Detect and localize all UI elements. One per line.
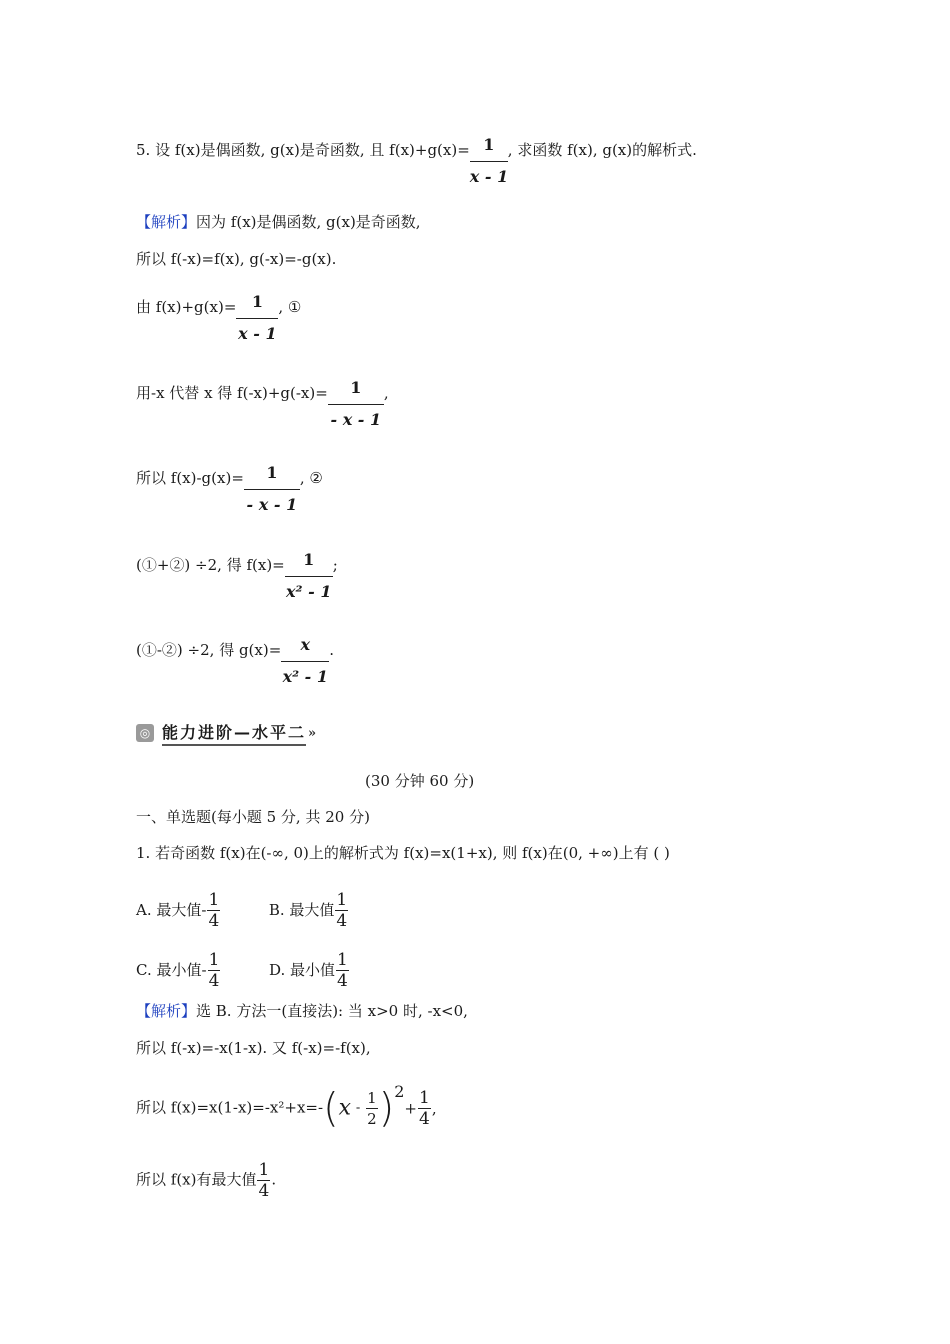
equation-prefix: (①-②) ÷2, 得 g(x)= bbox=[136, 641, 282, 659]
right-paren: ) bbox=[378, 1085, 395, 1132]
chevron-right-icon: » bbox=[308, 725, 317, 741]
fraction-bar bbox=[328, 404, 384, 405]
fraction-denominator: x - 1 bbox=[238, 324, 277, 343]
equation-fraction bbox=[281, 635, 329, 686]
analysis-5-line-1 bbox=[136, 212, 421, 232]
fraction-numerator: 1 bbox=[418, 1088, 430, 1108]
option-label: A. 最大值- bbox=[136, 900, 207, 919]
option-label: C. 最小值- bbox=[136, 960, 207, 979]
analysis-5-line-3 bbox=[136, 292, 302, 343]
option-b bbox=[268, 890, 349, 931]
fraction-numerator: 1 bbox=[336, 890, 348, 910]
analysis-text: 选 B. 方法一(直接法): 当 x>0 时, -x<0, bbox=[196, 1002, 468, 1020]
fraction-denominator: - x - 1 bbox=[330, 410, 382, 429]
analysis-5-line-6 bbox=[136, 550, 338, 601]
fraction-numerator: 1 bbox=[251, 292, 263, 311]
problem-5-prefix: 5. 设 f(x)是偶函数, g(x)是奇函数, 且 f(x)+g(x)= bbox=[136, 141, 470, 159]
max-value-fraction bbox=[257, 1160, 270, 1201]
analysis-text: 因为 f(x)是偶函数, g(x)是奇函数, bbox=[196, 213, 421, 231]
equation-suffix: , ② bbox=[299, 469, 323, 487]
fraction-numerator: 1 bbox=[367, 1089, 377, 1107]
fraction-numerator: 1 bbox=[336, 950, 348, 970]
equation-fraction bbox=[236, 292, 278, 343]
equation-suffix: , bbox=[431, 1099, 437, 1118]
minus-sign: - bbox=[355, 1100, 361, 1116]
fraction-numerator: 1 bbox=[483, 135, 495, 154]
fraction-numerator: 1 bbox=[350, 378, 362, 397]
part-title: 一、单选题(每小题 5 分, 共 20 分) bbox=[136, 808, 370, 826]
half-fraction bbox=[366, 1088, 378, 1129]
equation-suffix: . bbox=[271, 1170, 277, 1189]
problem-5-fraction bbox=[469, 135, 509, 186]
analysis-1-line-3 bbox=[136, 1081, 437, 1132]
analysis-1-line-4 bbox=[136, 1160, 276, 1201]
fraction-numerator: 1 bbox=[208, 950, 220, 970]
equation-fraction bbox=[285, 550, 333, 601]
fraction-numerator: x bbox=[300, 635, 311, 654]
option-label: B. 最大值 bbox=[268, 900, 335, 919]
fraction-numerator: 1 bbox=[208, 890, 220, 910]
options-row-ab bbox=[136, 890, 349, 931]
fraction-bar bbox=[470, 161, 508, 162]
equation-prefix: (①+②) ÷2, 得 f(x)= bbox=[136, 556, 285, 574]
option-label: D. 最小值 bbox=[268, 960, 335, 979]
left-paren: ( bbox=[323, 1085, 339, 1132]
equation-prefix: 所以 f(x)-g(x)= bbox=[136, 469, 244, 487]
time-limit: (30 分钟 60 分) bbox=[365, 772, 475, 790]
option-c bbox=[136, 950, 221, 991]
equation-suffix: , ① bbox=[278, 298, 302, 316]
plus-sign: + bbox=[404, 1099, 417, 1118]
fraction-bar bbox=[281, 661, 329, 662]
analysis-tag: 【解析】 bbox=[136, 213, 197, 231]
fraction-denominator: x² - 1 bbox=[282, 667, 329, 686]
fraction-numerator: 1 bbox=[266, 463, 278, 482]
problem-5-suffix: , 求函数 f(x), g(x)的解析式. bbox=[507, 141, 697, 159]
question-1-stem: 1. 若奇函数 f(x)在(-∞, 0)上的解析式为 f(x)=x(1+x), 则 f(x)在(0, +∞)上有 ( ) bbox=[136, 844, 670, 862]
fraction-denominator: 4 bbox=[208, 911, 220, 931]
option-a bbox=[136, 890, 221, 931]
fraction-denominator: 4 bbox=[336, 971, 348, 991]
equation-fraction bbox=[328, 378, 384, 429]
fraction-bar bbox=[244, 489, 300, 490]
lightbulb-icon: ◎ bbox=[136, 724, 154, 742]
fraction-denominator: 4 bbox=[208, 971, 220, 991]
exponent: 2 bbox=[394, 1081, 405, 1101]
fraction-bar bbox=[285, 576, 333, 577]
equation-suffix: , bbox=[383, 384, 389, 402]
analysis-5-line-7 bbox=[136, 635, 335, 686]
equation-suffix: . bbox=[329, 641, 335, 659]
fraction-denominator: x² - 1 bbox=[286, 582, 332, 601]
analysis-5-line-2: 所以 f(-x)=f(x), g(-x)=-g(x). bbox=[136, 250, 337, 268]
analysis-5-line-5 bbox=[136, 463, 323, 514]
fraction-denominator: 4 bbox=[258, 1181, 270, 1201]
fraction-numerator: 1 bbox=[303, 550, 315, 569]
fraction-denominator: 2 bbox=[367, 1110, 377, 1128]
section-title: 能力进阶—水平二 bbox=[162, 720, 306, 746]
options-row-cd bbox=[136, 950, 350, 991]
equation-prefix: 所以 f(x)=x(1-x)=-x²+x=- bbox=[136, 1098, 324, 1117]
equation-prefix: 用-x 代替 x 得 f(-x)+g(-x)= bbox=[136, 384, 328, 402]
section-heading bbox=[136, 722, 316, 744]
problem-5-stem bbox=[136, 135, 697, 186]
fraction-denominator: x - 1 bbox=[469, 167, 509, 186]
option-d bbox=[268, 950, 350, 991]
analysis-5-line-4 bbox=[136, 378, 389, 429]
analysis-1-line-1 bbox=[136, 1001, 468, 1021]
equation-suffix: ; bbox=[332, 556, 338, 574]
quarter-fraction bbox=[418, 1088, 431, 1129]
fraction-numerator: 1 bbox=[258, 1160, 270, 1180]
variable-x: x bbox=[338, 1095, 352, 1121]
fraction-denominator: 4 bbox=[418, 1109, 430, 1129]
equation-prefix: 所以 f(x)有最大值 bbox=[136, 1170, 257, 1189]
fraction-denominator: - x - 1 bbox=[246, 495, 298, 514]
fraction-denominator: 4 bbox=[336, 911, 348, 931]
equation-fraction bbox=[244, 463, 300, 514]
equation-prefix: 由 f(x)+g(x)= bbox=[136, 298, 237, 316]
analysis-1-line-2: 所以 f(-x)=-x(1-x). 又 f(-x)=-f(x), bbox=[136, 1039, 371, 1057]
analysis-tag: 【解析】 bbox=[136, 1002, 197, 1020]
fraction-bar bbox=[236, 318, 278, 319]
